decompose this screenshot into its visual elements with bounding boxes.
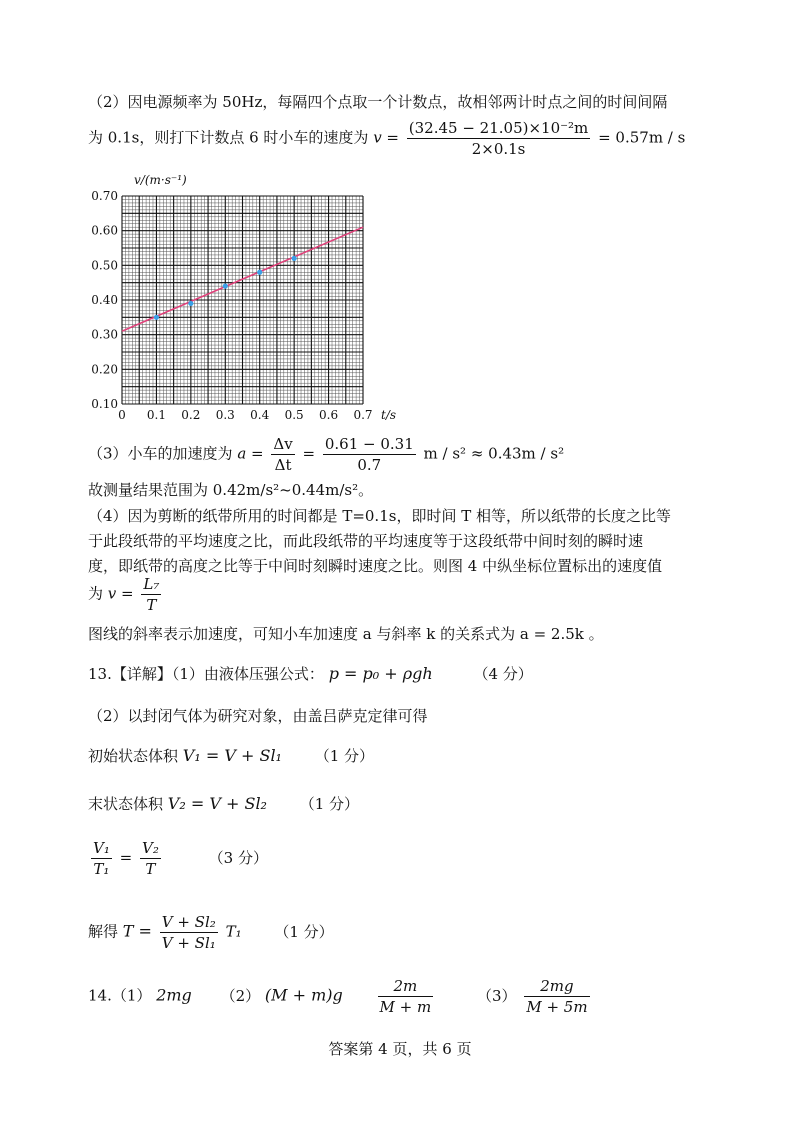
paragraph-4-line-5: 图线的斜率表示加速度，可知小车加速度 a 与斜率 k 的关系式为 a = 2.5k 。 <box>88 625 604 643</box>
paragraph-4-prefix: 为 <box>88 584 104 603</box>
paragraph-4-line-4 <box>88 574 164 615</box>
x-tick-label: 0.2 <box>181 408 201 420</box>
velocity-fraction <box>407 118 591 159</box>
x-tick-label: 0.5 <box>284 408 304 420</box>
paragraph-4-fraction-num: L₇ <box>143 575 160 593</box>
ratio-fraction-2-den: T <box>145 860 156 878</box>
acceleration-fraction-1 <box>271 434 294 475</box>
y-tick-label: 0.50 <box>91 258 118 273</box>
velocity-formula-lhs: v = <box>373 128 399 147</box>
acceleration-lhs: a = <box>237 444 264 463</box>
final-volume-label: 末状态体积 <box>88 795 164 813</box>
acceleration-result: m / s² ≈ 0.43m / s² <box>423 444 565 463</box>
question-14-answer-2-num: 2m <box>378 976 434 997</box>
paragraph-2-line-2 <box>88 118 685 159</box>
velocity-formula-result: = 0.57m / s <box>598 128 686 147</box>
paragraph-4-line-2: 于此段纸带的平均速度之比，而此段纸带的平均速度等于这段纸带中间时刻的瞬时速 <box>88 532 644 550</box>
question-14-answer-2-fraction <box>378 976 434 1017</box>
question-14-answer-1: 2mg <box>156 985 192 1005</box>
question-14-answer-3-num: 2mg <box>524 976 589 997</box>
acceleration-fraction-1-num: Δv <box>273 435 293 453</box>
final-volume-score: （1 分） <box>299 795 360 813</box>
initial-volume-label: 初始状态体积 <box>88 747 179 765</box>
x-tick-label: 0.4 <box>250 408 270 420</box>
chart-data-point <box>223 284 228 289</box>
paragraph-3-prefix: （3）小车的加速度为 <box>88 444 233 463</box>
solution-line <box>88 912 334 953</box>
paragraph-3-line-1 <box>88 434 564 475</box>
chart-data-point <box>154 315 159 320</box>
initial-volume-line <box>88 744 374 768</box>
initial-volume-formula: V₁ = V + Sl₁ <box>182 746 282 765</box>
paragraph-2-prefix: 为 0.1s，则打下计数点 6 时小车的速度为 <box>88 128 369 147</box>
question-13-title: 13.【详解】（1）由液体压强公式： <box>88 665 324 683</box>
chart-data-point <box>292 256 297 261</box>
acceleration-fraction-2 <box>323 434 416 475</box>
solution-label: 解得 <box>88 922 119 941</box>
acceleration-equals: = <box>302 444 316 463</box>
chart-y-axis-label: v/(m·s⁻¹) <box>134 173 187 187</box>
final-volume-line <box>88 792 359 816</box>
paragraph-4-line-3: 度，即纸带的高度之比等于中间时刻瞬时速度之比。则图 4 中纵坐标位置标出的速度值 <box>88 557 663 575</box>
x-tick-label: 0.7 <box>353 408 373 420</box>
pressure-formula: p = p₀ + ρgh <box>328 664 433 683</box>
paragraph-4-fraction-den: T <box>146 596 157 614</box>
solution-lhs: T = <box>122 921 152 941</box>
y-tick-label: 0.20 <box>91 362 118 377</box>
question-14-part-3: （3） <box>477 986 517 1005</box>
paragraph-4-lhs: v = <box>107 584 134 603</box>
gay-lussac-ratio-line <box>88 838 268 879</box>
question-13-heading <box>88 662 533 686</box>
paragraph-4-fraction <box>141 574 161 615</box>
x-tick-label: 0.3 <box>215 408 235 420</box>
y-tick-label: 0.40 <box>91 293 118 307</box>
solution-score: （1 分） <box>274 922 334 941</box>
x-tick-label: 0 <box>118 408 126 420</box>
acceleration-fraction-2-den: 0.7 <box>357 456 382 474</box>
acceleration-fraction-2-num: 0.61 − 0.31 <box>324 435 414 453</box>
ratio-fraction-2 <box>140 838 161 879</box>
paragraph-2-line-1: （2）因电源频率为 50Hz，每隔四个点取一个计数点，故相邻两计时点之间的时间间隔 <box>88 93 668 111</box>
chart-data-point <box>257 270 262 275</box>
ratio-fraction-1 <box>91 838 112 879</box>
x-tick-label: 0.1 <box>146 408 166 420</box>
question-14-answer-3-fraction <box>524 976 589 1017</box>
velocity-fraction-numerator: (32.45 − 21.05)×10⁻²m <box>408 119 589 137</box>
solution-fraction-den: V + Sl₁ <box>161 934 216 952</box>
velocity-time-chart <box>80 170 420 420</box>
chart-x-axis-label: t/s <box>381 408 397 420</box>
question-14-answer-2-den: M + m <box>379 998 432 1016</box>
ratio-score: （3 分） <box>208 848 268 867</box>
solution-tail: T₁ <box>225 922 242 941</box>
question-14-line <box>88 976 593 1017</box>
initial-volume-score: （1 分） <box>314 747 375 765</box>
ratio-fraction-1-num: V₁ <box>93 839 110 857</box>
y-tick-label: 0.10 <box>91 397 118 411</box>
question-13-part-2: （2）以封闭气体为研究对象，由盖吕萨克定律可得 <box>88 707 428 725</box>
paragraph-3-range: 故测量结果范围为 0.42m/s²~0.44m/s²。 <box>88 481 374 499</box>
question-13-score-1: （4 分） <box>473 665 533 683</box>
question-14-part-2: （2） <box>220 986 261 1005</box>
question-14-title: 14.（1） <box>88 986 152 1005</box>
paragraph-4-line-1: （4）因为剪断的纸带所用的时间都是 T=0.1s，即时间 T 相等，所以纸带的长度之比等 <box>88 507 671 525</box>
ratio-fraction-2-num: V₂ <box>142 839 159 857</box>
ratio-fraction-1-den: T₁ <box>93 860 110 878</box>
ratio-equals: = <box>119 848 133 867</box>
question-14-answer-2: (M + m)g <box>264 985 343 1005</box>
velocity-fraction-denominator: 2×0.1s <box>471 140 526 158</box>
chart-data-point <box>188 301 193 306</box>
solution-fraction-num: V + Sl₂ <box>161 913 216 931</box>
x-tick-label: 0.6 <box>319 408 339 420</box>
final-volume-formula: V₂ = V + Sl₂ <box>167 794 267 813</box>
solution-fraction <box>160 912 218 953</box>
y-tick-label: 0.30 <box>91 327 118 342</box>
y-tick-label: 0.60 <box>91 223 118 238</box>
y-tick-label: 0.70 <box>91 189 118 203</box>
question-14-answer-3-den: M + 5m <box>526 998 588 1016</box>
acceleration-fraction-1-den: Δt <box>274 456 292 474</box>
page-footer: 答案第 4 页，共 6 页 <box>328 1040 472 1058</box>
